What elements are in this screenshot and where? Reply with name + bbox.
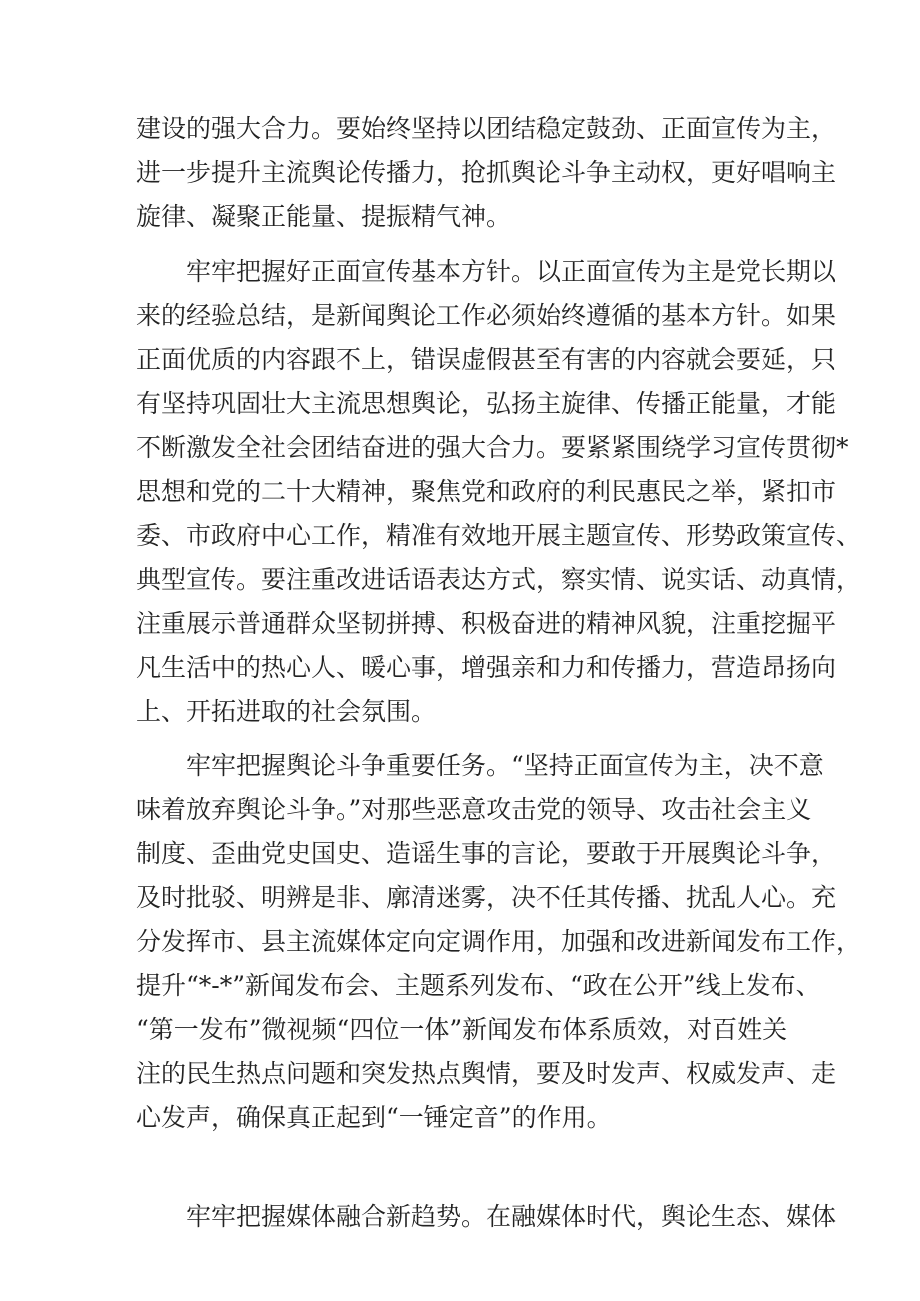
text-line: 及时批驳、明辨是非、廓清迷雾，决不任其传播、扰乱人心。充: [136, 883, 837, 912]
text-line: 提升“*-*”新闻发布会、主题系列发布、“政在公开”线上发布、: [136, 971, 821, 1000]
text-line: 分发挥市、县主流媒体定向定调作用，加强和改进新闻发布工作，: [136, 927, 862, 956]
paragraph-first-line: 牢牢把握媒体融合新趋势。在融媒体时代，舆论生态、媒体: [186, 1202, 837, 1231]
text-line: 正面优质的内容跟不上，错误虚假甚至有害的内容就会要延，只: [136, 345, 837, 374]
text-line: 不断激发全社会团结奋进的强大合力。要紧紧围绕学习宣传贯彻*: [136, 433, 849, 462]
text-line: 进一步提升主流舆论传播力，抢抓舆论斗争主动权，更好唱响主: [136, 158, 837, 187]
text-line: 制度、歪曲党史国史、造谣生事的言论，要敢于开展舆论斗争，: [136, 839, 837, 868]
text-line: 注的民生热点问题和突发热点舆情，要及时发声、权威发声、走: [136, 1059, 837, 1088]
paragraph-first-line: 牢牢把握好正面宣传基本方针。以正面宣传为主是党长期以: [186, 257, 837, 286]
text-line: 典型宣传。要注重改进话语表达方式，察实情、说实话、动真情，: [136, 565, 862, 594]
text-line: 来的经验总结，是新闻舆论工作必须始终遵循的基本方针。如果: [136, 301, 837, 330]
text-line: 思想和党的二十大精神，聚焦党和政府的利民惠民之举，紧扣市: [136, 477, 837, 506]
text-line: 凡生活中的热心人、暖心事，增强亲和力和传播力，营造昂扬向: [136, 653, 837, 682]
text-line: 旋律、凝聚正能量、提振精气神。: [136, 202, 512, 231]
text-line: 有坚持巩固壮大主流思想舆论，弘扬主旋律、传播正能量，才能: [136, 389, 837, 418]
paragraph-first-line: 牢牢把握舆论斗争重要任务。“坚持正面宣传为主，决不意: [186, 751, 824, 780]
text-line: 注重展示普通群众坚韧拼搏、积极奋进的精神风貌，注重挖掘平: [136, 609, 837, 638]
text-line: 味着放弃舆论斗争。”对那些恶意攻击党的领导、攻击社会主义: [136, 795, 812, 824]
text-line: 心发声，确保真正起到“一锤定音”的作用。: [136, 1103, 612, 1132]
text-line: 上、开拓进取的社会氛围。: [136, 697, 437, 726]
text-line: 建设的强大合力。要始终坚持以团结稳定鼓劲、正面宣传为主，: [136, 114, 837, 143]
text-line: 委、市政府中心工作，精准有效地开展主题宣传、形势政策宣传、: [136, 521, 862, 550]
text-line: “第一发布”微视频“四位一体”新闻发布体系质效，对百姓关: [136, 1015, 788, 1044]
